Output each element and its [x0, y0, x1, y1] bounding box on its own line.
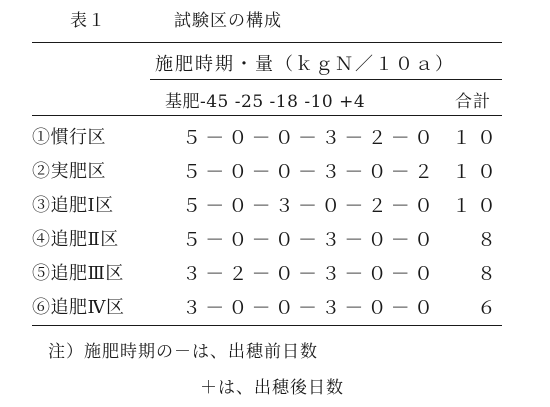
- table-row: [32, 153, 502, 187]
- row-label: ①慣行区: [32, 127, 106, 148]
- row-total: １０: [451, 160, 502, 183]
- row-total: ８: [476, 228, 502, 251]
- table-row: [32, 289, 502, 323]
- table-title: [70, 6, 282, 31]
- row-sequence: ５－０－０－３－０－２: [182, 160, 438, 183]
- column-group-header: 施肥時期・量（ｋｇＮ／１０ａ）: [155, 54, 455, 75]
- table-top-rule: [32, 42, 502, 43]
- row-label: ⑥追肥Ⅳ区: [32, 297, 125, 318]
- row-total: ８: [476, 262, 502, 285]
- row-label: ⑤追肥Ⅲ区: [32, 263, 124, 284]
- row-sequence: ５－０－０－３－０－０: [182, 228, 438, 251]
- table-row: [32, 221, 502, 255]
- row-label: ②実肥区: [32, 161, 106, 182]
- row-sequence: ３－２－０－３－０－０: [182, 262, 438, 285]
- row-total: １０: [451, 194, 502, 217]
- table-row: [32, 255, 502, 289]
- table-row: [32, 119, 502, 153]
- row-sequence: ５－０－０－３－２－０: [182, 126, 438, 149]
- header-bottom-rule: [32, 115, 502, 116]
- row-sequence: ３－０－０－３－０－０: [182, 296, 438, 319]
- table-number: 表１: [70, 11, 106, 31]
- subheader-timing: 基肥-45 -25 -18 -10 +4: [165, 92, 366, 112]
- row-total: ６: [476, 296, 502, 319]
- table-row: [32, 187, 502, 221]
- row-total: １０: [451, 126, 502, 149]
- subheader-total: 合計: [455, 92, 491, 112]
- column-subheaders: [165, 87, 491, 112]
- row-sequence: ５－０－３－０－２－０: [182, 194, 438, 217]
- table-bottom-rule: [32, 325, 502, 326]
- table-note-2: ＋は、出穂後日数: [200, 378, 344, 398]
- group-header-rule: [150, 79, 502, 80]
- row-label: ④追肥Ⅱ区: [32, 229, 119, 250]
- table-note-1: 注）施肥時期の－は、出穂前日数: [48, 342, 318, 362]
- table-caption: 試験区の構成: [174, 11, 282, 31]
- row-label: ③追肥Ⅰ区: [32, 195, 114, 216]
